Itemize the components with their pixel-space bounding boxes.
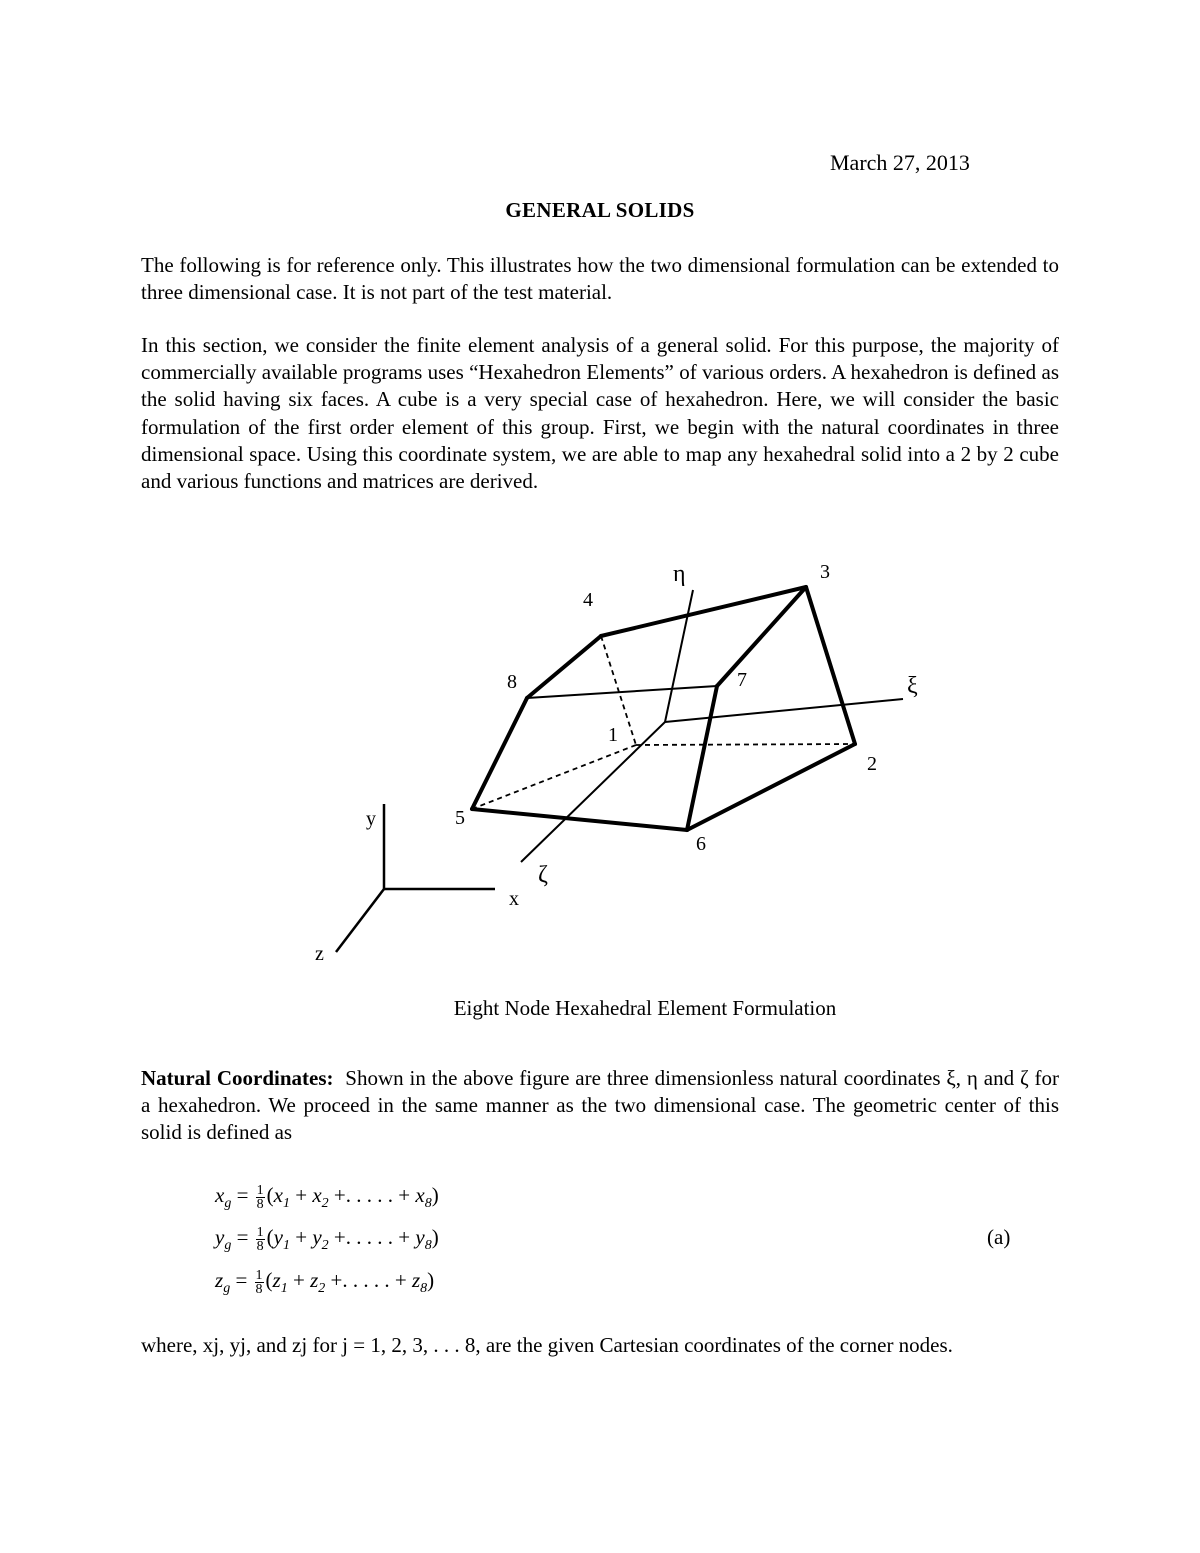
node-label-7: 7 [737, 669, 747, 691]
natural-coordinates-heading: Natural Coordinates: [141, 1066, 334, 1090]
node-label-8: 8 [507, 671, 517, 693]
edge-8-5 [472, 698, 527, 809]
figure-caption: Eight Node Hexahedral Element Formulation [453, 996, 837, 1020]
node-label-4: 4 [583, 589, 593, 611]
edge-3-7 [717, 587, 806, 686]
y-axis-label: y [366, 808, 376, 830]
node-label-1: 1 [608, 724, 618, 746]
reference-note-paragraph: The following is for reference only. This illustrates how the two dimensional formulation can be extended to three dimensional case. It is not part of the test material. [141, 253, 1059, 305]
edge-1-5 [472, 745, 636, 809]
equation-zg: $z_g$ = $\frac{1}{8}$ ($z_1 + z_2$ +. . . . . + $z_8$) [215, 1267, 435, 1297]
edge-8-4 [527, 636, 601, 698]
section-title: GENERAL SOLIDS [505, 198, 695, 222]
zeta-axis-label: ζ [538, 862, 548, 888]
node-label-6: 6 [696, 833, 706, 855]
edge-4-3 [601, 587, 806, 636]
x-axis-label: x [509, 888, 519, 910]
node-label-3: 3 [820, 561, 830, 583]
z-axis-line [336, 889, 384, 952]
xi-axis-label: ξ [907, 673, 918, 699]
edge-7-6 [687, 686, 717, 830]
equation-xg: $x_g$ = $\frac{1}{8}$ ($x_1 + x_2$ +. . . . . + $x_8$) [215, 1182, 439, 1212]
edge-6-2 [687, 744, 855, 830]
edge-5-6 [472, 809, 687, 830]
corner-nodes-paragraph: where, xj, yj, and zj for j = 1, 2, 3, . . . 8, are the given Cartesian coordinates of the corner nodes. [141, 1333, 953, 1357]
natural-coordinates-paragraph [141, 1065, 1059, 1147]
natural-coordinates-text: Shown in the above figure are three dimensionless natural coordinates ξ, η and ζ for a hexahedron. We proceed in the same manner as the two dimensional case. The geometric center of this solid is defined as [141, 1066, 1060, 1145]
z-axis-label: z [315, 943, 324, 965]
edge-8-7 [527, 686, 717, 698]
intro-paragraph: In this section, we consider the finite element analysis of a general solid. For this purpose, the majority of commercially available programs uses “Hexahedron Elements” of various orders. A hexahedron is defined as the solid having six faces. A cube is a very special case of hexahedron. Here, we will consider the basic formulation of the first order element of this group. First, we begin with the natural coordinates in three dimensional space. Using this coordinate system, we are able to map any hexahedral solid into a 2 by 2 cube and various functions and matrices are derived. [141, 333, 1059, 494]
document-date: March 27, 2013 [830, 150, 970, 175]
zeta-axis-line [521, 722, 665, 862]
node-label-5: 5 [455, 807, 465, 829]
eta-axis-line [665, 590, 693, 722]
equation-yg: $y_g$ = $\frac{1}{8}$ ($y_1 + y_2$ +. . . . . + $y_8$) [215, 1224, 439, 1254]
eta-axis-label: η [673, 561, 686, 587]
node-label-2: 2 [867, 753, 877, 775]
edge-3-2 [806, 587, 855, 744]
edge-1-2 [636, 744, 855, 745]
xi-axis-line [665, 699, 903, 722]
equation-label: (a) [987, 1225, 1011, 1249]
